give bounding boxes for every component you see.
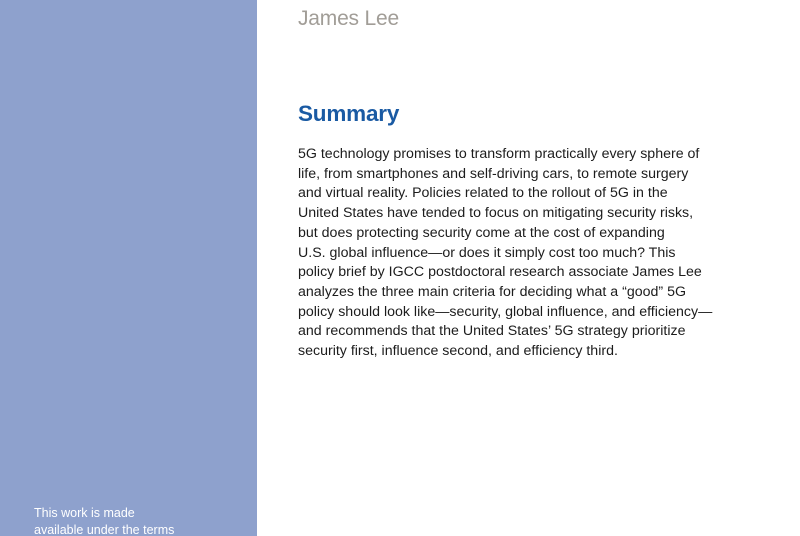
summary-line: United States have tended to focus on mitigating security risks, <box>298 205 694 222</box>
summary-line: life, from smartphones and self-driving cars, to remote surgery <box>298 165 689 182</box>
license-line: This work is made <box>34 506 135 520</box>
summary-line: analyzes the three main criteria for deciding what a “good” 5G <box>298 283 686 300</box>
summary-line: but does protecting security come at the cost of expanding <box>298 224 665 241</box>
summary-line: and recommends that the United States’ 5G strategy prioritize <box>298 323 686 340</box>
summary-heading: Summary <box>298 101 400 126</box>
author-name: James Lee <box>298 7 399 30</box>
sidebar-panel <box>0 0 257 536</box>
summary-line: security first, influence second, and efficiency third. <box>298 343 618 360</box>
summary-line: policy brief by IGCC postdoctoral research associate James Lee <box>298 264 702 281</box>
license-line: available under the terms <box>34 523 175 536</box>
summary-line: 5G technology promises to transform practically every sphere of <box>298 146 700 162</box>
summary-paragraph <box>298 145 768 362</box>
summary-line: policy should look like—security, global influence, and efficiency— <box>298 303 713 320</box>
summary-line: U.S. global influence—or does it simply cost too much? This <box>298 244 676 261</box>
license-note <box>34 505 234 536</box>
summary-line: and virtual reality. Policies related to the rollout of 5G in the <box>298 185 668 202</box>
